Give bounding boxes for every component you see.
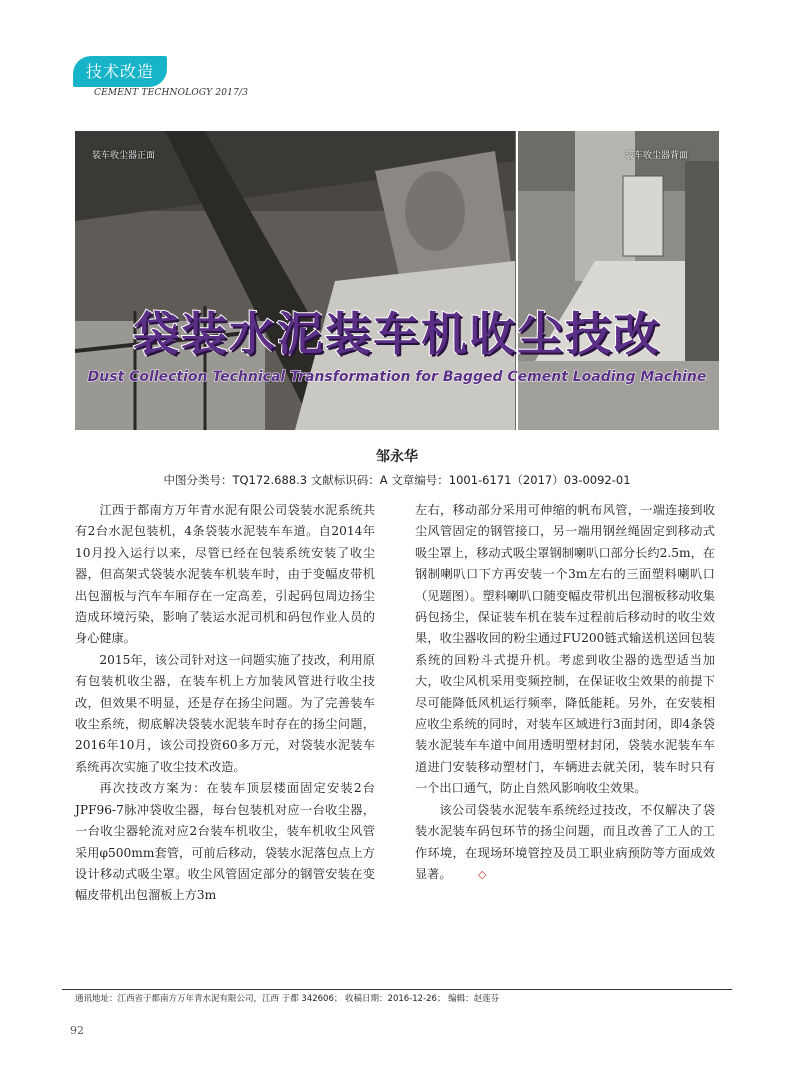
paragraph: 2015年，该公司针对这一问题实施了技改，利用原有包装机收尘器，在装车机上方加装风管进行收尘技改，但效果不明显，还是存在扬尘问题。为了完善装车收尘系统，彻底解决袋装水泥装车时存在的扬尘问题，2016年10月，该公司投资60多万元，对袋装水泥装车系统再次实施了收尘技术改造。 <box>75 652 375 774</box>
paragraph-final <box>415 800 715 886</box>
section-tag: 技术改造 <box>73 56 167 87</box>
footnote: 通讯地址：江西省于都南方万年青水泥有限公司，江西 于都 342606； 收稿日期：2016-12-26； 编辑：赵莲芬 <box>75 994 500 1004</box>
end-mark-icon: ◇ <box>477 867 487 881</box>
article-title: 袋装水泥装车机收尘技改 <box>133 307 661 361</box>
page-number: 92 <box>70 1024 84 1037</box>
journal-running-head: CEMENT TECHNOLOGY 2017/3 <box>94 88 249 98</box>
paragraph: 再次技改方案为：在装车顶层楼面固定安装2台JPF96-7脉冲袋收尘器，每台包装机对应一台收尘器，一台收尘器轮流对应2台装车机收尘，装车机收尘风管采用φ500mm套管，可前后移动，袋装水泥落包点上方设计移动式吸尘罩。收尘风管固定部分的钢管安装在变幅皮带机出包溜板上方3m <box>75 781 375 903</box>
right-column <box>415 500 715 885</box>
article-title-english: Dust Collection Technical Transformation for Bagged Cement Loading Machine <box>87 369 707 385</box>
caption-back: 装车收尘器背面 <box>625 151 689 161</box>
hero-photo <box>75 131 719 430</box>
paragraph: 江西于都南方万年青水泥有限公司袋装水泥系统共有2台水泥包装机，4条袋装水泥装车车道。自2014年10月投入运行以来，尽管已经在包装系统安装了收尘器，但高架式袋装水泥装车机装车时，由于变幅皮带机出包溜板与汽车车厢存在一定高差，引起码包周边扬尘造成环境污染，影响了装运水泥司机和码包作业人员的身心健康。 <box>75 503 375 646</box>
footer-rule <box>62 989 732 990</box>
paragraph: 左右，移动部分采用可伸缩的帆布风管，一端连接到收尘风管固定的钢管接口，另一端用钢丝绳固定到移动式吸尘罩上，移动式吸尘罩钢制喇叭口部分长约2.5m，在钢制喇叭口下方再安装一个3m左右的三面塑料喇叭口（见题图）。塑料喇叭口随变幅皮带机出包溜板移动收集码包扬尘，保证装车机在装车过程前后移动时的收尘效果，收尘器收回的粉尘通过FU200链式输送机送回包装系统的回粉斗式提升机。考虑到收尘器的选型适当加大，收尘风机采用变频控制，在保证收尘效果的前提下尽可能降低风机运行频率，降低能耗。另外，在安装相应收尘系统的同时，对装车区域进行3面封闭，即4条袋装水泥装车车道中间用透明塑材封闭，袋装水泥装车车道进门安装移动塑材门，车辆进去就关闭，装车时只有一个出口通气，防止自然风影响收尘效果。 <box>415 503 715 796</box>
hero-photo-illustration <box>75 131 719 430</box>
author: 邹永华 <box>376 449 418 465</box>
caption-front: 装车收尘器正面 <box>92 151 156 161</box>
left-column <box>75 500 375 907</box>
classification-line: 中图分类号：TQ172.688.3 文献标识码：A 文章编号：1001-6171（2017）03-0092-01 <box>163 473 631 487</box>
paragraph-final-text: 该公司袋装水泥装车系统经过技改，不仅解决了袋装水泥装车码包环节的扬尘问题，而且改善了工人的工作环境，在现场环境管控及员工职业病预防等方面成效显著。 <box>415 802 715 881</box>
